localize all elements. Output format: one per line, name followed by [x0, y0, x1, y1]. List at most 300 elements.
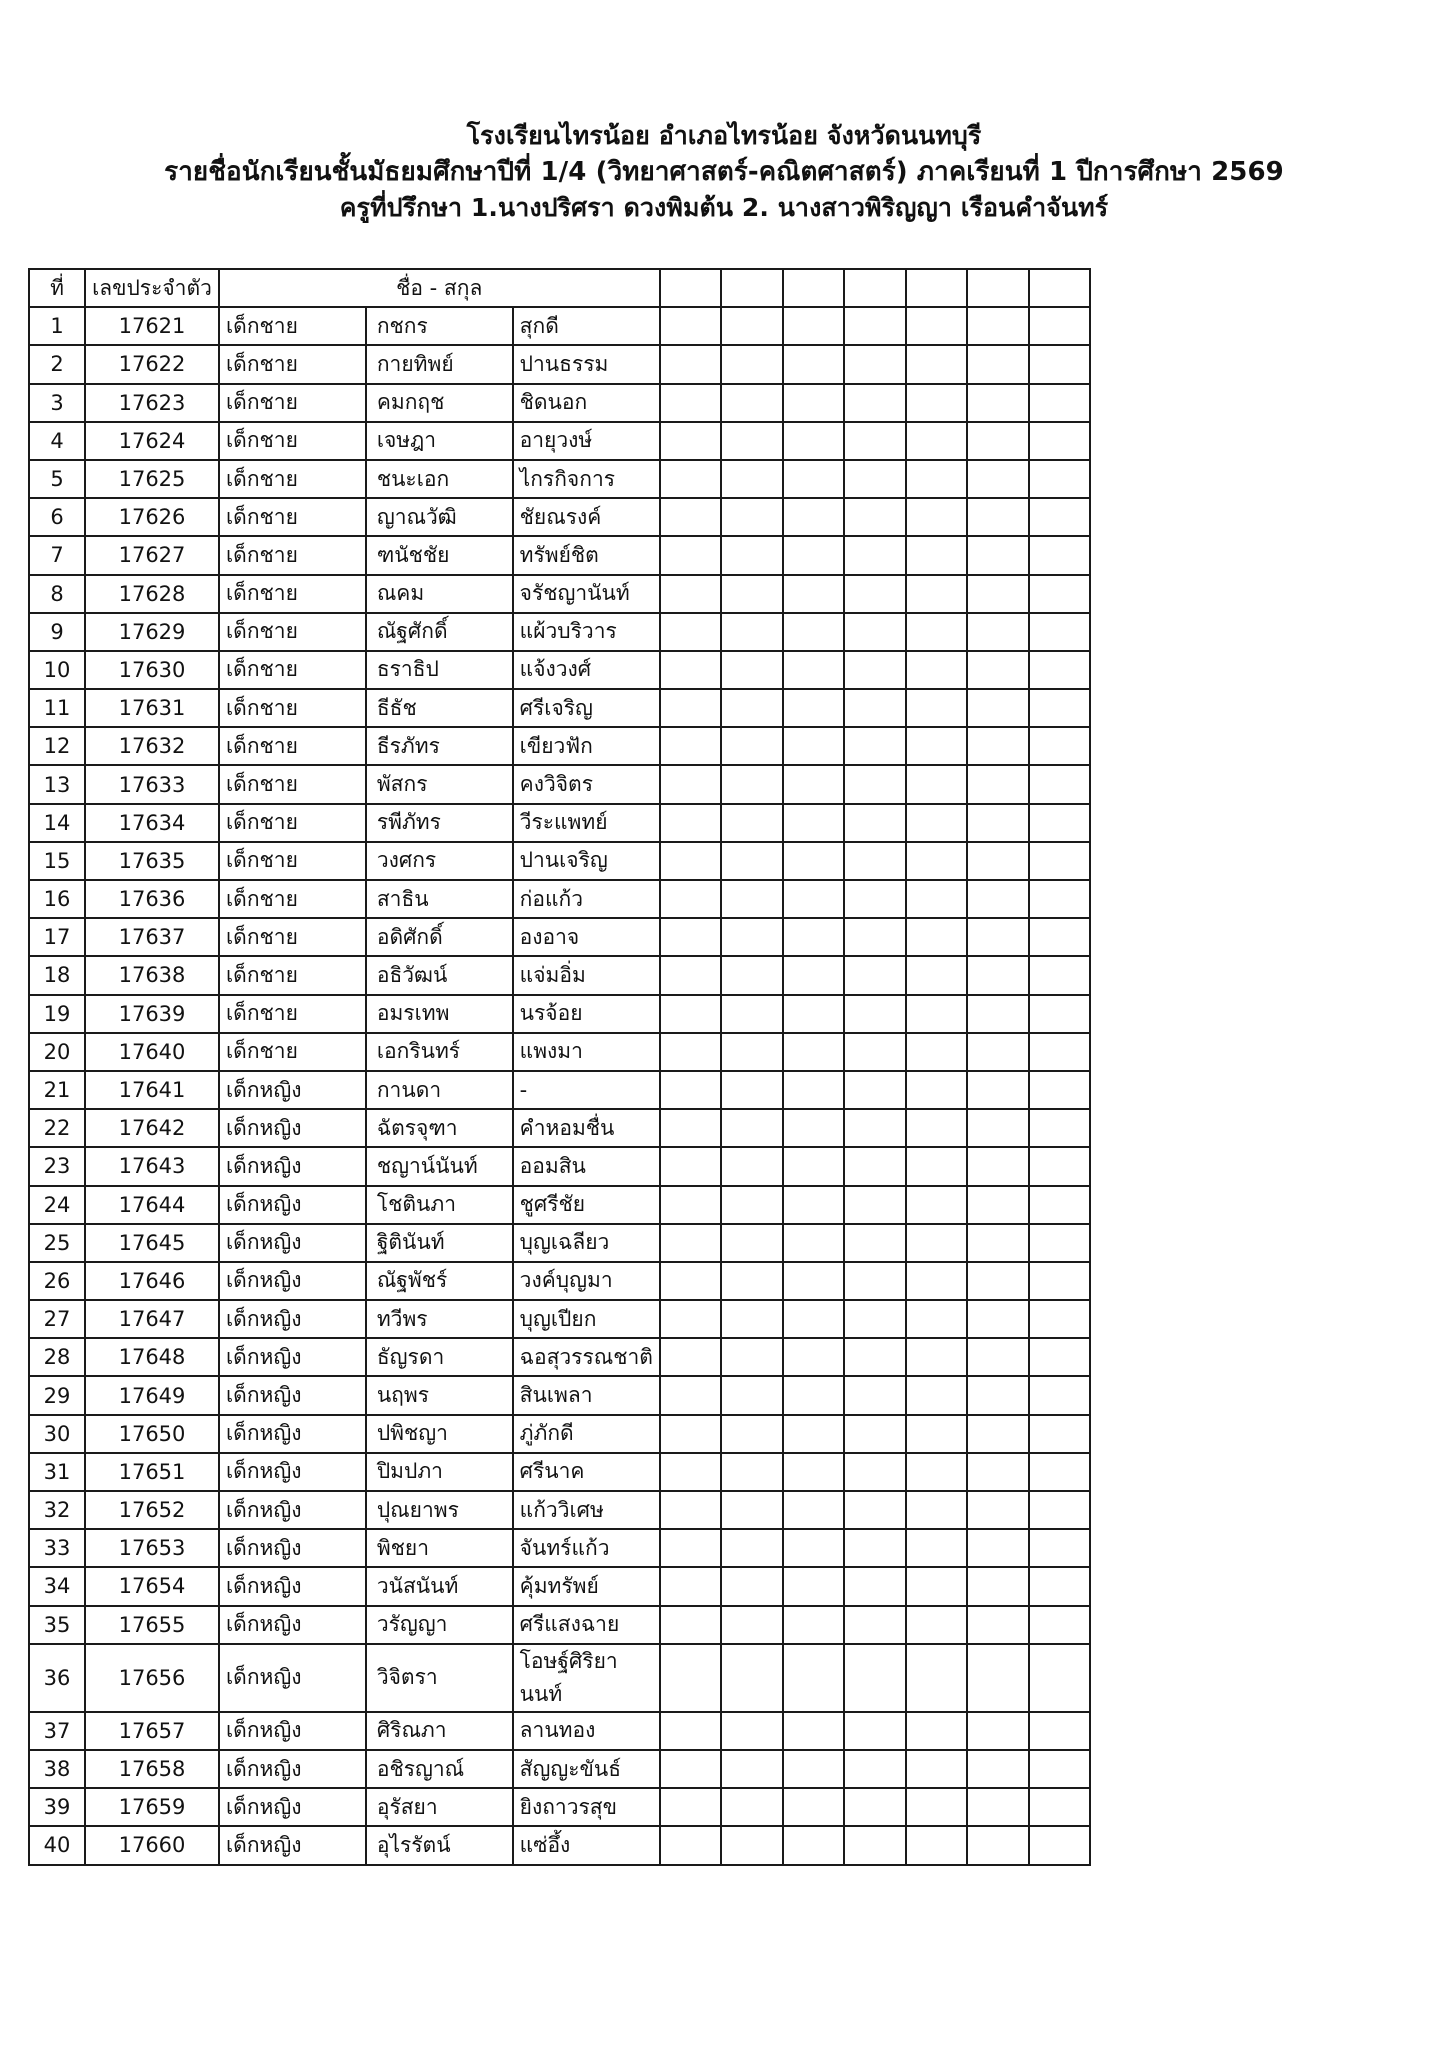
cell-blank-7: [1029, 1788, 1091, 1826]
cell-blank-1: [660, 1491, 722, 1529]
cell-blank-6: [967, 1606, 1029, 1644]
table-row: [29, 918, 1090, 956]
cell-first-name: โชตินภา: [366, 1186, 513, 1224]
cell-blank-1: [660, 1415, 722, 1453]
cell-student-id: 17635: [85, 842, 219, 880]
cell-blank-1: [660, 1750, 722, 1788]
cell-first-name: ณคม: [366, 575, 513, 613]
cell-first-name: ปิมปภา: [366, 1453, 513, 1491]
cell-blank-3: [783, 1712, 845, 1750]
cell-blank-2: [721, 1491, 783, 1529]
cell-blank-1: [660, 536, 722, 574]
cell-blank-6: [967, 1453, 1029, 1491]
cell-student-id: 17628: [85, 575, 219, 613]
cell-blank-1: [660, 1033, 722, 1071]
cell-blank-6: [967, 345, 1029, 383]
cell-blank-4: [844, 345, 906, 383]
cell-first-name: ทวีพร: [366, 1300, 513, 1338]
cell-blank-3: [783, 1071, 845, 1109]
cell-blank-1: [660, 842, 722, 880]
cell-blank-7: [1029, 1224, 1091, 1262]
cell-row-number: 34: [29, 1567, 85, 1605]
cell-blank-6: [967, 575, 1029, 613]
cell-blank-6: [967, 1109, 1029, 1147]
column-header-blank-7: [1029, 269, 1091, 307]
cell-blank-7: [1029, 918, 1091, 956]
cell-name-prefix: เด็กชาย: [219, 1033, 366, 1071]
cell-last-name: จันทร์แก้ว: [513, 1529, 660, 1567]
table-row: [29, 1147, 1090, 1185]
cell-blank-3: [783, 422, 845, 460]
cell-blank-3: [783, 1606, 845, 1644]
cell-blank-4: [844, 384, 906, 422]
table-row: [29, 1606, 1090, 1644]
cell-blank-7: [1029, 345, 1091, 383]
cell-blank-6: [967, 727, 1029, 765]
cell-last-name: บุญเฉลียว: [513, 1224, 660, 1262]
cell-blank-3: [783, 804, 845, 842]
cell-name-prefix: เด็กหญิง: [219, 1109, 366, 1147]
class-roster-subtitle-line: รายชื่อนักเรียนชั้นมัธยมศึกษาปีที่ 1/4 (วิทยาศาสตร์-คณิตศาสตร์) ภาคเรียนที่ 1 ปีการศึกษา 2569: [164, 156, 1284, 187]
cell-first-name: ธีรภัทร: [366, 727, 513, 765]
cell-blank-2: [721, 1750, 783, 1788]
cell-first-name: กชกร: [366, 307, 513, 345]
cell-blank-4: [844, 995, 906, 1033]
cell-blank-4: [844, 918, 906, 956]
cell-blank-6: [967, 498, 1029, 536]
table-row: [29, 613, 1090, 651]
cell-name-prefix: เด็กชาย: [219, 918, 366, 956]
cell-blank-2: [721, 1300, 783, 1338]
cell-name-prefix: เด็กหญิง: [219, 1224, 366, 1262]
cell-blank-7: [1029, 1826, 1091, 1864]
cell-blank-6: [967, 1033, 1029, 1071]
cell-blank-5: [906, 1262, 968, 1300]
table-row: [29, 1453, 1090, 1491]
table-row: [29, 384, 1090, 422]
cell-blank-1: [660, 498, 722, 536]
cell-row-number: 7: [29, 536, 85, 574]
cell-first-name: พัสกร: [366, 765, 513, 803]
cell-blank-6: [967, 689, 1029, 727]
cell-blank-5: [906, 804, 968, 842]
table-row: [29, 307, 1090, 345]
cell-blank-6: [967, 1567, 1029, 1605]
cell-student-id: 17642: [85, 1109, 219, 1147]
column-header-blank-1: [660, 269, 722, 307]
student-roster-table: [28, 268, 1091, 1866]
cell-name-prefix: เด็กชาย: [219, 345, 366, 383]
cell-blank-5: [906, 1147, 968, 1185]
table-row: [29, 536, 1090, 574]
cell-blank-1: [660, 613, 722, 651]
cell-blank-2: [721, 1644, 783, 1712]
cell-name-prefix: เด็กหญิง: [219, 1750, 366, 1788]
column-header-blank-5: [906, 269, 968, 307]
cell-row-number: 23: [29, 1147, 85, 1185]
cell-blank-7: [1029, 1453, 1091, 1491]
cell-student-id: 17653: [85, 1529, 219, 1567]
cell-first-name: วงศกร: [366, 842, 513, 880]
table-row: [29, 1033, 1090, 1071]
cell-blank-6: [967, 651, 1029, 689]
cell-student-id: 17658: [85, 1750, 219, 1788]
document-header: [0, 0, 1448, 226]
cell-student-id: 17659: [85, 1788, 219, 1826]
cell-blank-3: [783, 1750, 845, 1788]
cell-blank-4: [844, 1712, 906, 1750]
cell-blank-5: [906, 1606, 968, 1644]
cell-last-name: ฉอสุวรรณชาติ: [513, 1338, 660, 1376]
cell-blank-2: [721, 880, 783, 918]
cell-name-prefix: เด็กชาย: [219, 842, 366, 880]
cell-blank-3: [783, 651, 845, 689]
cell-row-number: 30: [29, 1415, 85, 1453]
table-row: [29, 1529, 1090, 1567]
table-row: [29, 995, 1090, 1033]
cell-blank-6: [967, 1300, 1029, 1338]
cell-blank-7: [1029, 1338, 1091, 1376]
cell-blank-2: [721, 1071, 783, 1109]
cell-blank-4: [844, 1071, 906, 1109]
cell-row-number: 5: [29, 460, 85, 498]
cell-first-name: เอกรินทร์: [366, 1033, 513, 1071]
table-row: [29, 1712, 1090, 1750]
cell-blank-6: [967, 536, 1029, 574]
cell-blank-3: [783, 498, 845, 536]
cell-row-number: 36: [29, 1644, 85, 1712]
cell-student-id: 17631: [85, 689, 219, 727]
cell-blank-1: [660, 880, 722, 918]
cell-last-name: แซ่อึ้ง: [513, 1826, 660, 1864]
cell-last-name: ศรีแสงฉาย: [513, 1606, 660, 1644]
cell-row-number: 27: [29, 1300, 85, 1338]
cell-blank-4: [844, 1788, 906, 1826]
table-row: [29, 460, 1090, 498]
cell-blank-3: [783, 689, 845, 727]
cell-blank-2: [721, 727, 783, 765]
cell-row-number: 39: [29, 1788, 85, 1826]
cell-blank-7: [1029, 384, 1091, 422]
cell-blank-4: [844, 1338, 906, 1376]
cell-blank-1: [660, 575, 722, 613]
cell-blank-3: [783, 1567, 845, 1605]
table-header-row: [29, 269, 1090, 307]
cell-blank-1: [660, 1224, 722, 1262]
cell-student-id: 17633: [85, 765, 219, 803]
cell-student-id: 17657: [85, 1712, 219, 1750]
cell-last-name: ปานธรรม: [513, 345, 660, 383]
cell-blank-1: [660, 1109, 722, 1147]
cell-blank-7: [1029, 880, 1091, 918]
column-header-name: ชื่อ - สกุล: [219, 269, 660, 307]
cell-name-prefix: เด็กชาย: [219, 422, 366, 460]
cell-first-name: ณัฐพัชร์: [366, 1262, 513, 1300]
table-body: [29, 307, 1090, 1864]
cell-blank-3: [783, 880, 845, 918]
cell-blank-1: [660, 1606, 722, 1644]
table-row: [29, 1415, 1090, 1453]
cell-blank-4: [844, 536, 906, 574]
cell-student-id: 17636: [85, 880, 219, 918]
cell-blank-2: [721, 1186, 783, 1224]
cell-blank-4: [844, 1376, 906, 1414]
cell-blank-7: [1029, 1376, 1091, 1414]
cell-first-name: รพีภัทร: [366, 804, 513, 842]
cell-blank-6: [967, 1788, 1029, 1826]
table-row: [29, 1750, 1090, 1788]
table-row: [29, 1300, 1090, 1338]
cell-name-prefix: เด็กหญิง: [219, 1788, 366, 1826]
cell-name-prefix: เด็กหญิง: [219, 1529, 366, 1567]
cell-blank-1: [660, 1712, 722, 1750]
cell-name-prefix: เด็กหญิง: [219, 1376, 366, 1414]
cell-last-name: แจ้งวงศ์: [513, 651, 660, 689]
cell-blank-4: [844, 307, 906, 345]
cell-first-name: พิชยา: [366, 1529, 513, 1567]
cell-row-number: 14: [29, 804, 85, 842]
cell-blank-6: [967, 1186, 1029, 1224]
cell-blank-6: [967, 1491, 1029, 1529]
cell-blank-1: [660, 1071, 722, 1109]
cell-student-id: 17646: [85, 1262, 219, 1300]
cell-blank-4: [844, 1109, 906, 1147]
cell-student-id: 17656: [85, 1644, 219, 1712]
column-header-blank-3: [783, 269, 845, 307]
student-roster-table-wrapper: [28, 268, 1091, 1866]
cell-blank-4: [844, 765, 906, 803]
cell-blank-7: [1029, 613, 1091, 651]
cell-blank-6: [967, 384, 1029, 422]
cell-blank-2: [721, 1415, 783, 1453]
cell-first-name: ฑนัชชัย: [366, 536, 513, 574]
cell-last-name: วีระแพทย์: [513, 804, 660, 842]
cell-first-name: อธิวัฒน์: [366, 956, 513, 994]
table-row: [29, 842, 1090, 880]
cell-blank-3: [783, 1376, 845, 1414]
cell-blank-1: [660, 1186, 722, 1224]
table-row: [29, 1826, 1090, 1864]
cell-name-prefix: เด็กหญิง: [219, 1644, 366, 1712]
cell-blank-3: [783, 307, 845, 345]
cell-row-number: 3: [29, 384, 85, 422]
cell-blank-7: [1029, 804, 1091, 842]
cell-blank-5: [906, 689, 968, 727]
cell-blank-6: [967, 1750, 1029, 1788]
cell-blank-4: [844, 1186, 906, 1224]
table-row: [29, 1071, 1090, 1109]
cell-row-number: 15: [29, 842, 85, 880]
cell-name-prefix: เด็กหญิง: [219, 1338, 366, 1376]
cell-blank-3: [783, 384, 845, 422]
cell-first-name: วนัสนันท์: [366, 1567, 513, 1605]
cell-last-name: คุ้มทรัพย์: [513, 1567, 660, 1605]
cell-blank-2: [721, 765, 783, 803]
cell-blank-6: [967, 1415, 1029, 1453]
cell-student-id: 17638: [85, 956, 219, 994]
cell-row-number: 4: [29, 422, 85, 460]
cell-blank-6: [967, 422, 1029, 460]
cell-blank-7: [1029, 1606, 1091, 1644]
cell-blank-7: [1029, 956, 1091, 994]
cell-blank-4: [844, 460, 906, 498]
cell-row-number: 31: [29, 1453, 85, 1491]
cell-blank-3: [783, 536, 845, 574]
cell-blank-5: [906, 1750, 968, 1788]
cell-blank-2: [721, 1567, 783, 1605]
advisor-teachers-line: ครูที่ปรึกษา 1.นางปริศรา ดวงพิมต้น 2. นางสาวพิริญญา เรือนคำจันทร์: [339, 193, 1109, 223]
cell-blank-1: [660, 1376, 722, 1414]
cell-blank-4: [844, 1750, 906, 1788]
cell-blank-2: [721, 1826, 783, 1864]
cell-name-prefix: เด็กชาย: [219, 956, 366, 994]
table-row: [29, 1788, 1090, 1826]
cell-student-id: 17627: [85, 536, 219, 574]
table-row: [29, 651, 1090, 689]
cell-row-number: 9: [29, 613, 85, 651]
cell-blank-4: [844, 1300, 906, 1338]
cell-blank-6: [967, 842, 1029, 880]
cell-row-number: 40: [29, 1826, 85, 1864]
cell-blank-6: [967, 1712, 1029, 1750]
table-row: [29, 727, 1090, 765]
cell-blank-7: [1029, 1147, 1091, 1185]
cell-first-name: ชญาน์นันท์: [366, 1147, 513, 1185]
cell-first-name: นฤพร: [366, 1376, 513, 1414]
cell-blank-5: [906, 956, 968, 994]
cell-blank-7: [1029, 995, 1091, 1033]
cell-row-number: 22: [29, 1109, 85, 1147]
cell-blank-3: [783, 1109, 845, 1147]
cell-blank-4: [844, 727, 906, 765]
cell-blank-2: [721, 804, 783, 842]
table-row: [29, 1109, 1090, 1147]
cell-blank-5: [906, 1788, 968, 1826]
cell-blank-5: [906, 345, 968, 383]
cell-last-name: ก่อแก้ว: [513, 880, 660, 918]
cell-blank-7: [1029, 536, 1091, 574]
cell-student-id: 17648: [85, 1338, 219, 1376]
cell-blank-7: [1029, 575, 1091, 613]
cell-first-name: กายทิพย์: [366, 345, 513, 383]
cell-row-number: 32: [29, 1491, 85, 1529]
cell-row-number: 13: [29, 765, 85, 803]
cell-blank-5: [906, 1529, 968, 1567]
cell-student-id: 17647: [85, 1300, 219, 1338]
cell-blank-2: [721, 498, 783, 536]
cell-blank-2: [721, 1262, 783, 1300]
cell-blank-3: [783, 918, 845, 956]
cell-row-number: 33: [29, 1529, 85, 1567]
cell-blank-1: [660, 1826, 722, 1864]
cell-blank-2: [721, 1376, 783, 1414]
cell-blank-3: [783, 1453, 845, 1491]
cell-blank-6: [967, 880, 1029, 918]
cell-blank-5: [906, 727, 968, 765]
cell-last-name: ไกรกิจการ: [513, 460, 660, 498]
cell-blank-5: [906, 1453, 968, 1491]
cell-blank-1: [660, 727, 722, 765]
table-row: [29, 765, 1090, 803]
cell-name-prefix: เด็กหญิง: [219, 1491, 366, 1529]
cell-blank-1: [660, 689, 722, 727]
cell-blank-1: [660, 1147, 722, 1185]
cell-blank-5: [906, 1376, 968, 1414]
cell-name-prefix: เด็กชาย: [219, 575, 366, 613]
cell-name-prefix: เด็กหญิง: [219, 1453, 366, 1491]
cell-first-name: ฐิตินันท์: [366, 1224, 513, 1262]
cell-student-id: 17650: [85, 1415, 219, 1453]
cell-row-number: 24: [29, 1186, 85, 1224]
cell-student-id: 17654: [85, 1567, 219, 1605]
cell-blank-2: [721, 1606, 783, 1644]
cell-blank-6: [967, 1338, 1029, 1376]
cell-student-id: 17651: [85, 1453, 219, 1491]
cell-last-name: ยิงถาวรสุข: [513, 1788, 660, 1826]
cell-blank-2: [721, 575, 783, 613]
cell-row-number: 21: [29, 1071, 85, 1109]
cell-last-name: ชูศรีชัย: [513, 1186, 660, 1224]
cell-name-prefix: เด็กหญิง: [219, 1567, 366, 1605]
cell-blank-3: [783, 1147, 845, 1185]
cell-first-name: ธราธิป: [366, 651, 513, 689]
cell-last-name: สุกดี: [513, 307, 660, 345]
cell-blank-5: [906, 1033, 968, 1071]
cell-name-prefix: เด็กชาย: [219, 727, 366, 765]
cell-row-number: 6: [29, 498, 85, 536]
cell-first-name: อุรัสยา: [366, 1788, 513, 1826]
cell-blank-6: [967, 1376, 1029, 1414]
cell-blank-2: [721, 307, 783, 345]
cell-blank-3: [783, 765, 845, 803]
cell-last-name: แพงมา: [513, 1033, 660, 1071]
cell-name-prefix: เด็กหญิง: [219, 1147, 366, 1185]
cell-student-id: 17624: [85, 422, 219, 460]
cell-blank-3: [783, 995, 845, 1033]
table-row: [29, 575, 1090, 613]
cell-blank-5: [906, 1712, 968, 1750]
cell-student-id: 17643: [85, 1147, 219, 1185]
cell-blank-1: [660, 1338, 722, 1376]
cell-last-name: บุญเปียก: [513, 1300, 660, 1338]
cell-name-prefix: เด็กชาย: [219, 995, 366, 1033]
cell-blank-2: [721, 995, 783, 1033]
cell-blank-7: [1029, 727, 1091, 765]
cell-row-number: 2: [29, 345, 85, 383]
cell-row-number: 26: [29, 1262, 85, 1300]
cell-student-id: 17660: [85, 1826, 219, 1864]
cell-blank-3: [783, 1644, 845, 1712]
table-row: [29, 1262, 1090, 1300]
cell-blank-5: [906, 765, 968, 803]
table-row: [29, 345, 1090, 383]
cell-blank-3: [783, 727, 845, 765]
cell-name-prefix: เด็กชาย: [219, 613, 366, 651]
cell-student-id: 17637: [85, 918, 219, 956]
cell-blank-2: [721, 651, 783, 689]
cell-student-id: 17644: [85, 1186, 219, 1224]
cell-blank-2: [721, 1109, 783, 1147]
cell-last-name: จรัชญานันท์: [513, 575, 660, 613]
column-header-student-id: เลขประจำตัว: [85, 269, 219, 307]
cell-first-name: ปุณยาพร: [366, 1491, 513, 1529]
cell-last-name: คำหอมชื่น: [513, 1109, 660, 1147]
cell-blank-4: [844, 842, 906, 880]
cell-name-prefix: เด็กชาย: [219, 460, 366, 498]
cell-last-name: ลานทอง: [513, 1712, 660, 1750]
cell-blank-1: [660, 995, 722, 1033]
cell-blank-5: [906, 651, 968, 689]
